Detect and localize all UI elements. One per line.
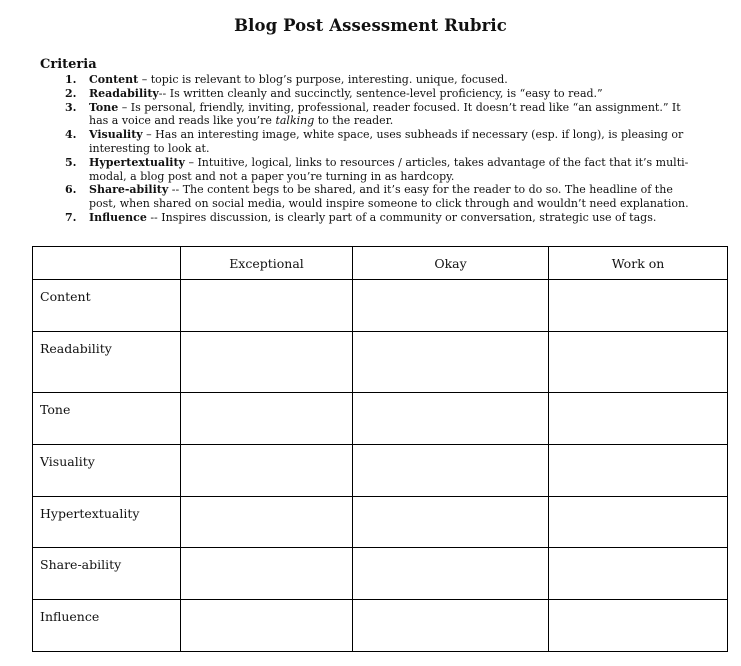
rating-cell[interactable]	[549, 548, 728, 600]
table-row	[33, 600, 728, 652]
rating-cell[interactable]	[181, 393, 353, 445]
criteria-description: -- The content begs to be shared, and it’s easy for the reader to do so. The headline of the post, when shared on social media, would inspire someone to click through and wouldn’t need explanation.	[89, 183, 689, 211]
table-row	[33, 497, 728, 548]
rating-cell[interactable]	[353, 600, 549, 652]
criteria-description-end: to the reader.	[314, 114, 394, 128]
row-label-readability: Readability	[33, 332, 181, 393]
criteria-term: Content	[89, 73, 139, 86]
criteria-item-content: 1. Content – topic is relevant to blog’s purpose, interesting. unique, focused.	[65, 73, 508, 86]
criteria-item-readability: 2. Readability-- Is written cleanly and succinctly, sentence-level proficiency, is “easy to read.”	[65, 86, 603, 100]
criteria-term: Visuality	[89, 128, 143, 142]
rating-cell[interactable]	[181, 497, 353, 548]
criteria-description: -- Is written cleanly and succinctly, sentence-level proficiency, is “easy to read.”	[158, 86, 603, 100]
table-row	[33, 332, 728, 393]
table-row	[33, 280, 728, 332]
row-label-hypertextuality: Hypertextuality	[33, 497, 181, 548]
criteria-term: Tone	[89, 100, 119, 114]
criteria-emphasis: talking	[275, 114, 315, 128]
table-row	[33, 445, 728, 497]
criteria-term: Hypertextuality	[89, 155, 185, 169]
criteria-item-influence: 7. Influence -- Inspires discussion, is clearly part of a community or conversation, strategic use of tags.	[65, 210, 657, 224]
criteria-description: – Is personal, friendly, inviting, professional, reader focused. It doesn’t read like “an assignment.” It has a voice and reads like you’re	[89, 100, 681, 128]
header-exceptional: Exceptional	[181, 247, 353, 280]
criteria-term: Influence	[89, 210, 147, 224]
rating-cell[interactable]	[549, 600, 728, 652]
rating-cell[interactable]	[549, 445, 728, 497]
rating-cell[interactable]	[181, 600, 353, 652]
header-okay: Okay	[353, 247, 549, 280]
rating-cell[interactable]	[549, 332, 728, 393]
rating-cell[interactable]	[353, 332, 549, 393]
table-header-row	[33, 247, 728, 280]
page-title: Blog Post Assessment Rubric	[234, 16, 507, 35]
rating-cell[interactable]	[181, 332, 353, 393]
header-work-on: Work on	[549, 247, 728, 280]
criteria-item-hypertextuality: 5. Hypertextuality – Intuitive, logical, links to resources / articles, takes advantage of the fact that it’s multi-modal, a blog post and not a paper you’re turning in as hardcopy.	[65, 155, 689, 183]
criteria-item-share-ability: 6. Share-ability -- The content begs to be shared, and it’s easy for the reader to do so. The headline of the post, when shared on social media, would inspire someone to click through and wouldn’t need explanation.	[65, 183, 689, 211]
row-label-visuality: Visuality	[33, 445, 181, 497]
rating-cell[interactable]	[353, 445, 549, 497]
rating-cell[interactable]	[181, 548, 353, 600]
criteria-heading: Criteria	[40, 57, 97, 72]
rating-cell[interactable]	[549, 497, 728, 548]
criteria-description: -- Inspires discussion, is clearly part of a community or conversation, strategic use of tags.	[146, 210, 657, 224]
row-label-content: Content	[33, 280, 181, 332]
rating-cell[interactable]	[353, 548, 549, 600]
criteria-term: Readability	[89, 86, 159, 100]
criteria-description: – Intuitive, logical, links to resources / articles, takes advantage of the fact that it’s multi-modal, a blog post and not a paper you’re turning in as hardcopy.	[89, 155, 689, 183]
rating-cell[interactable]	[353, 280, 549, 332]
rating-cell[interactable]	[353, 497, 549, 548]
row-label-tone: Tone	[33, 393, 181, 445]
rubric-table	[32, 246, 728, 652]
table-row	[33, 548, 728, 600]
header-criteria-cell	[33, 247, 181, 280]
rating-cell[interactable]	[181, 280, 353, 332]
criteria-term: Share-ability	[89, 183, 169, 197]
criteria-description: – Has an interesting image, white space, uses subheads if necessary (esp. if long), is pleasing or interesting to look at.	[89, 128, 684, 155]
criteria-list	[40, 73, 700, 225]
rating-cell[interactable]	[549, 393, 728, 445]
table-row	[33, 393, 728, 445]
row-label-influence: Influence	[33, 600, 181, 652]
rating-cell[interactable]	[353, 393, 549, 445]
criteria-item-tone: 3. Tone – Is personal, friendly, inviting, professional, reader focused. It doesn’t read like “an assignment.” It has a voice and reads like you’re talking to the reader.	[65, 100, 681, 128]
rating-cell[interactable]	[181, 445, 353, 497]
criteria-description: – topic is relevant to blog’s purpose, interesting. unique, focused.	[138, 73, 508, 86]
row-label-share-ability: Share-ability	[33, 548, 181, 600]
criteria-item-visuality: 4. Visuality – Has an interesting image, white space, uses subheads if necessary (esp. if long), is pleasing or interesting to look at.	[65, 128, 684, 155]
rating-cell[interactable]	[549, 280, 728, 332]
